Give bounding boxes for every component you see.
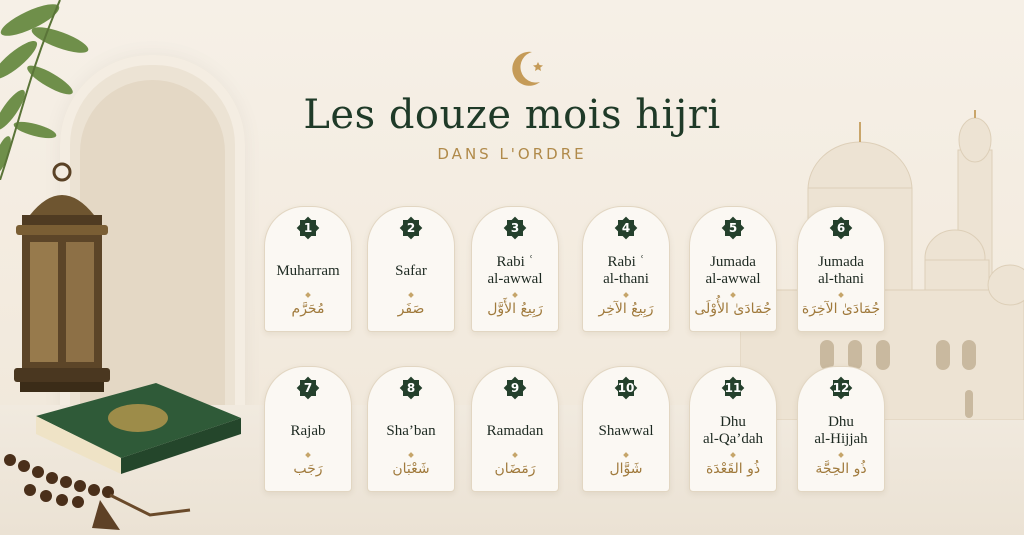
diamond-divider-icon <box>838 452 844 458</box>
month-name: Dhu al-Qa’dah <box>703 414 763 447</box>
month-arabic-name: شَوَّال <box>609 461 643 477</box>
month-number-badge <box>399 376 423 400</box>
diamond-divider-icon <box>305 292 311 298</box>
diamond-divider-icon <box>512 452 518 458</box>
month-name: Rabi ʿ al-awwal <box>487 254 543 287</box>
month-number: 6 <box>836 221 846 235</box>
diamond-divider-icon <box>730 452 736 458</box>
diamond-divider-icon <box>730 292 736 298</box>
month-name: Sha’ban <box>386 422 436 439</box>
month-name: Rajab <box>290 422 326 439</box>
month-number: 10 <box>617 381 635 395</box>
month-number: 12 <box>832 381 850 395</box>
month-number-badge <box>614 216 638 240</box>
month-number: 7 <box>303 381 313 395</box>
month-card <box>582 366 670 492</box>
month-arabic-name: رَمَضَان <box>494 461 536 477</box>
month-card <box>797 206 885 332</box>
month-number-badge <box>829 376 853 400</box>
month-card <box>689 366 777 492</box>
diamond-divider-icon <box>408 452 414 458</box>
month-arabic-name: جُمَادَىٰ الآخِرَة <box>801 301 881 317</box>
month-arabic-name: رَجَب <box>293 461 323 477</box>
page-subtitle: DANS L'ORDRE <box>437 145 587 163</box>
month-name: Ramadan <box>486 422 544 439</box>
month-number-badge <box>721 376 745 400</box>
month-number-badge <box>829 216 853 240</box>
month-number: 9 <box>510 381 520 395</box>
month-name: Jumada al-thani <box>818 254 864 287</box>
crescent-star-icon <box>510 48 546 90</box>
month-number: 8 <box>406 381 416 395</box>
month-card <box>471 366 559 492</box>
month-arabic-name: ذُو القَعْدَة <box>705 461 761 477</box>
month-card <box>264 366 352 492</box>
month-card <box>264 206 352 332</box>
prayer-beads-icon <box>0 440 200 535</box>
month-number-badge <box>503 216 527 240</box>
month-number: 11 <box>724 381 742 395</box>
diamond-divider-icon <box>623 292 629 298</box>
month-card <box>367 206 455 332</box>
month-name: Shawwal <box>598 422 654 439</box>
month-card <box>582 206 670 332</box>
month-name: Safar <box>395 262 427 279</box>
diamond-divider-icon <box>408 292 414 298</box>
month-number-badge <box>399 216 423 240</box>
month-arabic-name: جُمَادَىٰ الأُوْلَى <box>694 301 772 317</box>
month-number: 4 <box>621 221 631 235</box>
lantern-icon <box>0 160 125 410</box>
month-card <box>471 206 559 332</box>
month-arabic-name: صَفَر <box>397 301 425 317</box>
month-name: Rabi ʿ al-thani <box>603 254 649 287</box>
month-arabic-name: ذُو الحِجَّة <box>815 461 867 477</box>
month-number-badge <box>296 376 320 400</box>
month-number-badge <box>614 376 638 400</box>
month-card <box>367 366 455 492</box>
month-arabic-name: رَبِيعُ الآخِر <box>598 301 654 317</box>
month-number-badge <box>503 376 527 400</box>
month-number-badge <box>721 216 745 240</box>
month-card <box>689 206 777 332</box>
month-number: 5 <box>728 221 738 235</box>
month-name: Jumada al-awwal <box>705 254 761 287</box>
diamond-divider-icon <box>838 292 844 298</box>
month-number: 3 <box>510 221 520 235</box>
month-arabic-name: مُحَرَّم <box>291 301 325 317</box>
diamond-divider-icon <box>305 452 311 458</box>
diamond-divider-icon <box>512 292 518 298</box>
month-card <box>797 366 885 492</box>
month-number: 1 <box>303 221 313 235</box>
page-title: Les douze mois hijri <box>303 92 721 138</box>
diamond-divider-icon <box>623 452 629 458</box>
month-name: Muharram <box>276 262 340 279</box>
month-number-badge <box>296 216 320 240</box>
month-number: 2 <box>406 221 416 235</box>
month-arabic-name: رَبِيعُ الأَوَّل <box>487 301 543 317</box>
month-arabic-name: شَعْبَان <box>392 461 430 477</box>
month-name: Dhu al-Hijjah <box>814 414 868 447</box>
